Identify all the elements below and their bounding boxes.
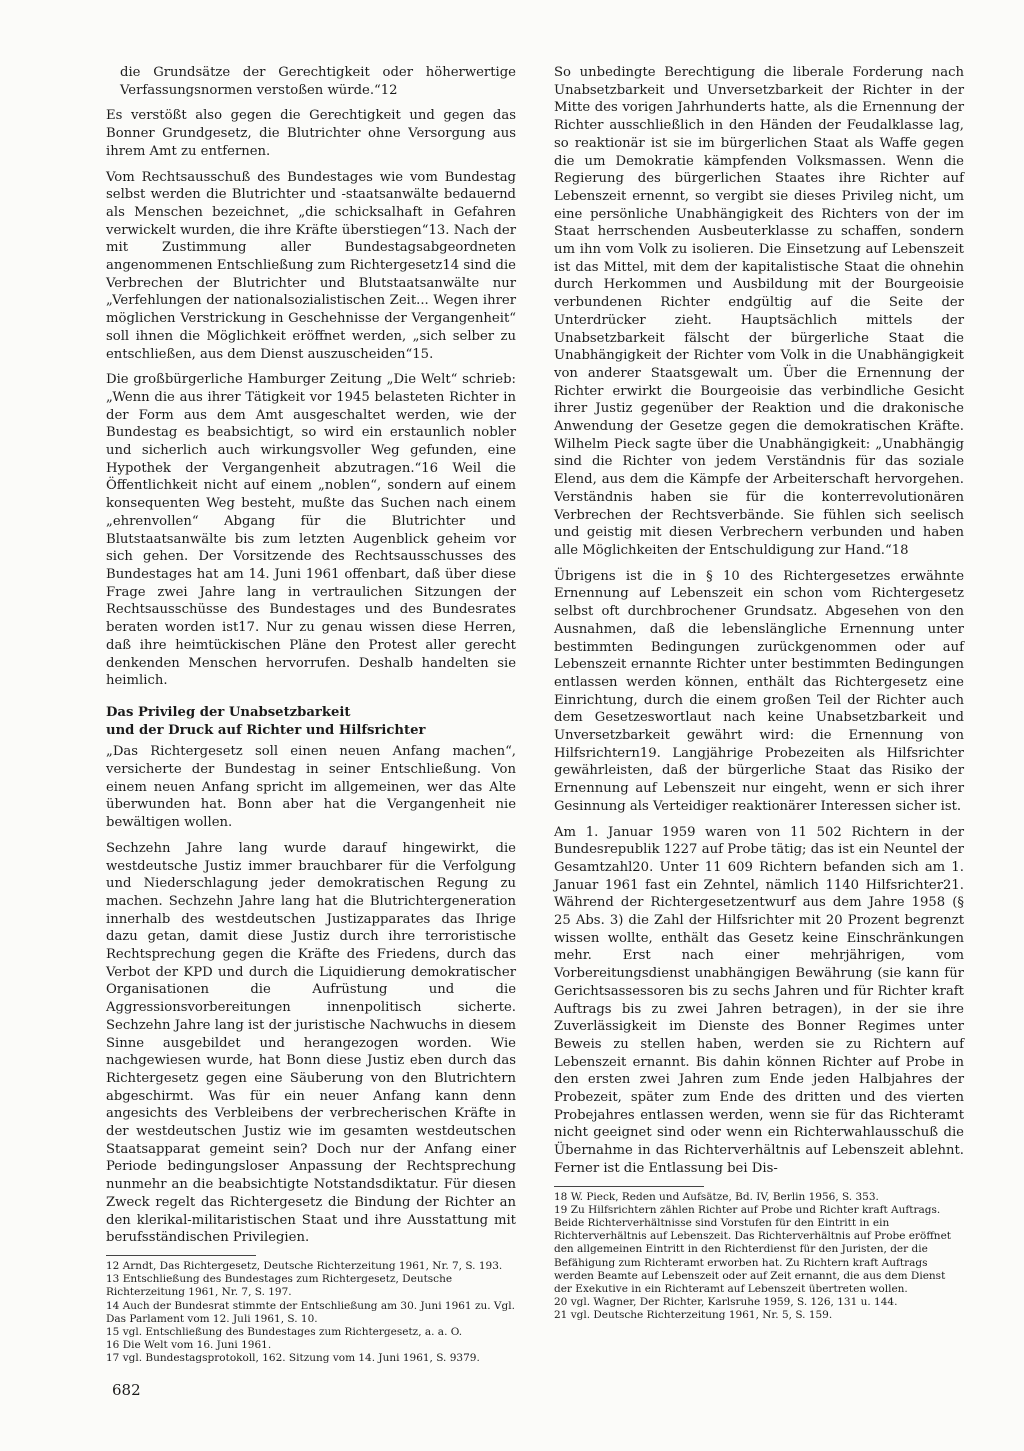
footnote: 18 W. Pieck, Reden und Aufsätze, Bd. IV, Berlin 1956, S. 353. [554,1190,879,1203]
footnote: 20 vgl. Wagner, Der Richter, Karlsruhe 1959, S. 126, 131 u. 144. [554,1296,898,1309]
paragraph: Die großbürgerliche Hamburger Zeitung „Die Welt“ schrieb: „Wenn die aus ihrer Tätigkeit vor 1945 belasteten Richter in der Form aus dem Amt ausgeschaltet werden, wie der Bundestag es beabsichtigt, so wird ein erstaunlich nobler und sicherlich auch wirkungsvoller Weg gefunden, eine Hypothek der Vergangenheit abzutragen.“16 Weil die Öffentlichkeit nicht auf einem „noblen“, sondern auf einem konsequenten Weg besteht, mußte das Suchen nach einem „ehrenvollen“ Abgang für die Blutrichter und Blutstaatsanwälte bis zum letzten Augenblick geheim vor sich gehen. Der Vorsitzende des Rechtsausschusses des Bundestages hat am 14. Juni 1961 offenbart, daß über diese Frage zwei Jahre lang in vertraulichen Sitzungen der Rechtsausschüsse des Bundestages und des Bundesrates beraten worden ist17. Nur zu genau wissen diese Herren, daß ihre heimtückischen Pläne den Protest aller gerecht denkenden Menschen hervorrufen. Deshalb handelten sie heimlich. [106,372,516,689]
page-number: 682 [112,1381,141,1399]
footnote: 21 vgl. Deutsche Richterzeitung 1961, Nr. 5, S. 159. [554,1309,833,1322]
paragraph: Am 1. Januar 1959 waren von 11 502 Richtern in der Bundesrepublik 1227 auf Probe tätig; das ist ein Neuntel der Gesamtzahl20. Unter 11 609 Richtern befanden sich am 1. Januar 1961 fast ein Zehntel, nämlich 1140 Hilfsrichter21. Während der Richtergesetzentwurf aus dem Jahre 1958 (§ 25 Abs. 3) die Zahl der Hilfsrichter mit 20 Prozent begrenzt wissen wollte, enthält das Gesetz keine Einschränkungen mehr. Erst nach einer mehrjährigen, vom Vorbereitungsdienst unabhängigen Bewährung (sie kann für Gerichtsassessoren bis zu sechs Jahren und für Richter kraft Auftrags bis zu zwei Jahren betragen), in der sie ihre Zuverlässigkeit im Dienste des Bonner Regimes unter Beweis zu stellen haben, werden sie zu Richtern auf Lebenszeit ernannt. Bis dahin können Richter auf Probe in den ersten zwei Jahren zum Ende jeden Halbjahres der Probezeit, später zum Ende des dritten und des vierten Probejahres entlassen werden, wenn sie für das Richteramt nicht geeignet sind oder wenn ein Richterwahlausschuß die Übernahme in das Richterverhältnis auf Lebenszeit ablehnt. Ferner ist die Entlassung bei Dis- [554,824,964,1176]
footnote-rule [554,1186,704,1187]
paragraph: „Das Richtergesetz soll einen neuen Anfang machen“, versicherte der Bundestag in seiner Entschließung. Von einem neuen Anfang spricht im allgemeinen, wer das Alte überwunden hat. Bonn aber hat die Vergangenheit nie bewältigen wollen. [106,744,516,831]
footnote: 14 Auch der Bundesrat stimmte der Entschließung am 30. Juni 1961 zu. Vgl. Das Parlament vom 12. Juli 1961, S. 10. [106,1299,515,1325]
footnote: 15 vgl. Entschließung des Bundestages zum Richtergesetz, a. a. O. [106,1326,463,1339]
section-heading [106,704,516,739]
paragraph: Übrigens ist die in § 10 des Richtergesetzes erwähnte Ernennung auf Lebenszeit ein schon vom Richtergesetz selbst oft durchbrochener Grundsatz. Abgesehen von den Ausnahmen, daß die lebenslängliche Ernennung unter bestimmten Bedingungen zurückgenommen oder auf Lebenszeit ernannte Richter unter bestimmten Bedingungen entlassen werden können, enthält das Richtergesetz eine Einrichtung, durch die einem großen Teil der Richter auch dem Gesetzeswortlaut nach keine Unabsetzbarkeit und Unversetzbarkeit gewährt wird: die Ernennung von Hilfsrichtern19. Langjährige Probezeiten als Hilfsrichter gewährleisten, daß der bürgerliche Staat das Risiko der Ernennung auf Lebenszeit nur eingeht, wenn er sich ihrer Gesinnung als Verteidiger reaktionärer Interessen sicher ist. [554,568,964,814]
left-column [106,64,516,1366]
footnote: 17 vgl. Bundestagsprotokoll, 162. Sitzung vom 14. Juni 1961, S. 9379. [106,1352,480,1365]
paragraph: Es verstößt also gegen die Gerechtigkeit und gegen das Bonner Grundgesetz, die Blutrichter ohne Versorgung aus ihrem Amt zu entfernen. [106,108,516,159]
section-heading-line: Das Privileg der Unabsetzbarkeit [106,704,351,720]
paragraph: So unbedingte Berechtigung die liberale Forderung nach Unabsetzbarkeit und Unversetzbarkeit der Richter in der Mitte des vorigen Jahrhunderts hatte, als die Ernennung der Richter ausschließlich in den Händen der Feudalklasse lag, so reaktionär ist sie im bürgerlichen Staat als Waffe gegen die um Demokratie kämpfenden Volksmassen. Wenn die Regierung des bürgerlichen Staates ihre Richter auf Lebenszeit ernennt, so vergibt sie dieses Privileg nicht, um eine persönliche Unabhängigkeit des Richters von der im Staat herrschenden Ausbeuterklasse zu schaffen, sondern um ihn vom Volk zu isolieren. Die Einsetzung auf Lebenszeit ist das Mittel, mit dem der kapitalistische Staat die ohnehin durch Herkommen und Ausbildung mit der Bourgeoisie verbundenen Richter endgültig auf die Seite der Unterdrücker zieht. Hauptsächlich mittels der Unabsetzbarkeit fälscht der bürgerliche Staat die Unabhängigkeit der Richter vom Volk in die Unabhängigkeit von anderer Staatsgewalt um. Über die Ernennung der Richter erwirkt die Bourgeoisie das verbindliche Gesicht ihrer Justiz gegenüber der Reaktion und die drakonische Anwendung der Gesetze gegen die demokratischen Kräfte. Wilhelm Pieck sagte über die Unabhängigkeit: „Unabhängig sind die Richter von jedem Verständnis für das soziale Elend, aus dem die Kämpfe der Arbeiterschaft hervorgehen. Verständnis haben sie für die konterrevolutionären Verbrechen der Rechtsverbände. Sie fühlen sich seelisch und geistig mit diesen Verbrechern verbunden und haben alle Möglichkeiten der Entschuldigung zur Hand.“18 [554,65,964,558]
footnote: 16 Die Welt vom 16. Juni 1961. [106,1339,272,1352]
footnote: 12 Arndt, Das Richtergesetz, Deutsche Richterzeitung 1961, Nr. 7, S. 193. [106,1260,503,1272]
footnotes-right [554,1191,964,1323]
paragraph: die Grundsätze der Gerechtigkeit oder höherwertige Verfassungsnormen verstoßen würde.“12 [120,65,516,98]
footnotes-left [106,1260,516,1366]
footnote: 13 Entschließung des Bundestages zum Richtergesetz, Deutsche Richterzeitung 1961, Nr. 7, S. 197. [106,1273,453,1299]
section-heading-line: und der Druck auf Richter und Hilfsrichter [106,722,426,738]
footnote-rule [106,1255,256,1256]
footnote: 19 Zu Hilfsrichtern zählen Richter auf Probe und Richter kraft Auftrags. Beide Richterverhältnisse sind Vorstufen für den Eintritt in ein Richterverhältnis auf Lebenszeit. Das Richterverhältnis auf Probe eröffnet den allgemeinen Eintritt in den Richterdienst für den Juristen, der die Befähigung zum Richteramt erworben hat. Zu Richtern kraft Auftrags werden Beamte auf Lebenszeit oder auf Zeit ernannt, die aus dem Dienst der Exekutive in ein Richteramt auf Lebenszeit übertreten wollen. [554,1203,952,1296]
paragraph: Vom Rechtsausschuß des Bundestages wie vom Bundestag selbst werden die Blutrichter und -staatsanwälte bedauernd als Menschen bezeichnet, „die schicksalhaft in Gefahren verwickelt wurden, die ihre Kräfte überstiegen“13. Nach der mit Zustimmung aller Bundestagsabgeordneten angenommenen Entschließung zum Richtergesetz14 sind die Verbrechen der Blutrichter und Blutstaatsanwälte nur „Verfehlungen der nationalsozialistischen Zeit... Wegen ihrer möglichen Verstrickung in Geschehnisse der Vergangenheit“ soll ihnen die Möglichkeit eröffnet werden, „sich selber zu entschließen, aus dem Dienst auszuscheiden“15. [106,169,516,362]
right-column [554,64,964,1323]
paragraph: Sechzehn Jahre lang wurde darauf hingewirkt, die westdeutsche Justiz immer brauchbarer für die Verfolgung und Niederschlagung jeder demokratischen Regung zu machen. Sechzehn Jahre lang hat die Blutrichtergeneration innerhalb des westdeutschen Justizapparates das Ihrige dazu getan, damit diese Justiz durch ihre terroristische Rechtsprechung gegen die Kräfte des Friedens, durch das Verbot der KPD und durch die Liquidierung demokratischer Organisationen die Aufrüstung und die Aggressionsvorbereitungen innenpolitisch sicherte. Sechzehn Jahre lang ist der juristische Nachwuchs in diesem Sinne ausgebildet und herangezogen worden. Wie nachgewiesen wurde, hat Bonn diese Justiz eben durch das Richtergesetz gegen eine Säuberung von den Blutrichtern abgeschirmt. Was für ein neuer Anfang kann denn angesichts des Verbleibens der verbrecherischen Kräfte in der westdeutschen Justiz wie im gesamten westdeutschen Staatsapparat gemeint sein? Doch nur der Anfang einer Periode bedingungsloser Anpassung der Rechtsprechung nunmehr an die beabsichtigte Notstandsdiktatur. Für diesen Zweck regelt das Richtergesetz die Bindung der Richter an den klerikal-militaristischen Staat und ihre Ausstattung mit berufsständischen Privilegien. [106,840,516,1246]
